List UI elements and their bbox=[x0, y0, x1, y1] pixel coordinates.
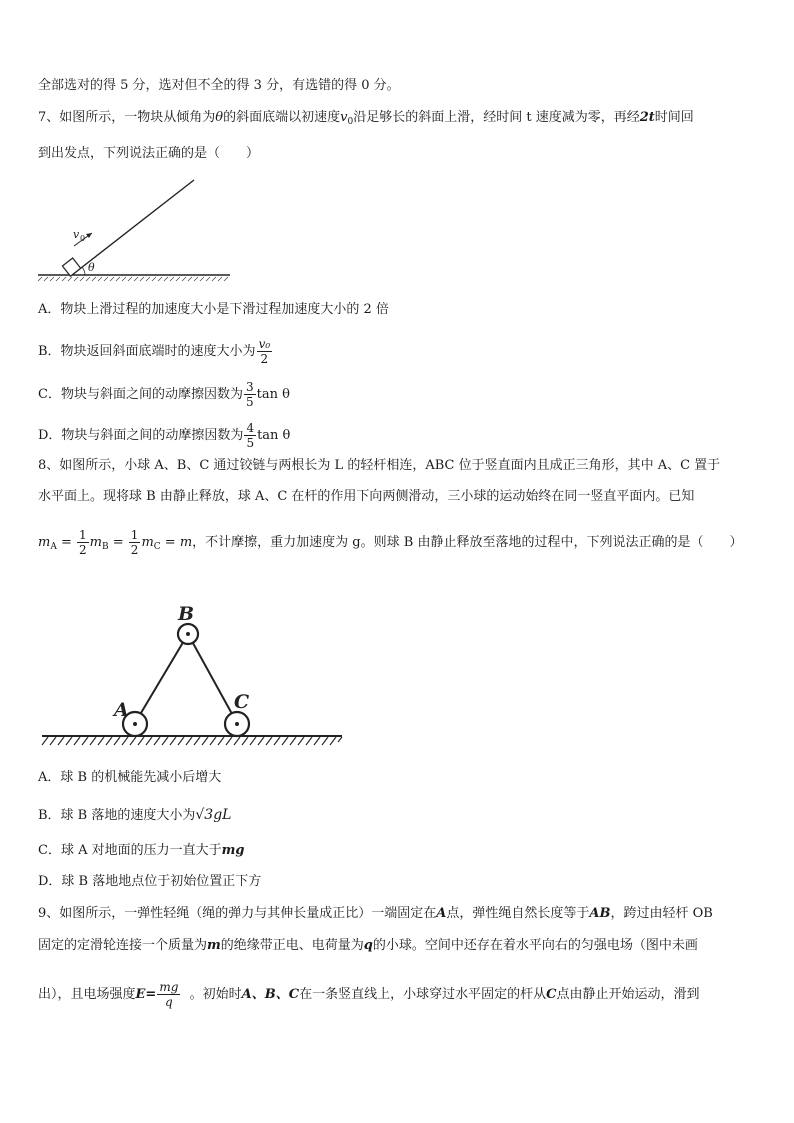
q8-option-c[interactable]: C．球 A 对地面的压力一直大于mg bbox=[38, 843, 245, 858]
q8-option-d[interactable]: D．球 B 落地地点位于初始位置正下方 bbox=[38, 874, 262, 889]
label-c: C bbox=[234, 691, 250, 713]
sqrt-expression: √3gL bbox=[195, 807, 232, 823]
q7-stem-line1: 7、如图所示，一物块从倾角为θ的斜面底端以初速度$v_0$沿足够长的斜面上滑，经时间 t 速度减为零，再经2t时间回 bbox=[38, 110, 694, 127]
fig-v0-label: v bbox=[73, 228, 80, 241]
q7-option-b[interactable]: B．物块返回斜面底端时的速度大小为 $\frac{\text{v₀}}{2}$ bbox=[38, 337, 271, 366]
theta-symbol: θ bbox=[215, 110, 224, 125]
q7-incline-figure bbox=[36, 176, 236, 284]
fraction: $\frac{3}{5}$ bbox=[245, 380, 254, 409]
q9-stem-line3: 出），且电场强度E= $\frac{mg}{q}$ 。初始时A、B、C在一条竖直线上，小球穿过水平固定的杆从C点由静止开始运动，滑到 bbox=[38, 980, 700, 1009]
label-a: A bbox=[114, 699, 129, 721]
svg-text:0: 0 bbox=[80, 234, 86, 243]
q9-stem-line1: 9、如图所示，一弹性轻绳（绳的弹力与其伸长量成正比）一端固定在A点，弹性绳自然长度等于AB，跨过由轻杆 OB bbox=[38, 906, 713, 921]
q7-stem-line2: 到出发点，下列说法正确的是（ ） bbox=[38, 146, 260, 161]
fig-theta-label: θ bbox=[88, 261, 95, 274]
fraction: $\frac{\text{v₀}}{2}$ bbox=[258, 337, 271, 366]
q7-option-d[interactable]: D．物块与斜面之间的动摩擦因数为 $\frac{4}{5}$ tan θ bbox=[38, 421, 291, 450]
fraction: $\frac{1}{2}$ bbox=[130, 528, 139, 557]
q8-option-a[interactable]: A．球 B 的机械能先减小后增大 bbox=[38, 770, 222, 785]
q8-stem-line2: 水平面上。现将球 B 由静止释放，球 A、C 在杆的作用下向两侧滑动，三小球的运动始终在同一竖直平面内。已知 bbox=[38, 489, 695, 504]
fraction: $\frac{4}{5}$ bbox=[246, 421, 255, 450]
q6-scoring-note: 全部选对的得 5 分，选对但不全的得 3 分，有选错的得 0 分。 bbox=[38, 78, 400, 93]
fraction: $\frac{mg}{q}$ bbox=[159, 980, 179, 1009]
q7-option-a[interactable]: A．物块上滑过程的加速度大小是下滑过程加速度大小的 2 倍 bbox=[38, 302, 389, 317]
q8-stem-line3: $m_A$ = $\frac{1}{2}$ $m_B$ = $\frac{1}{2}$ $m_C = m$，不计摩擦，重力加速度为 g。则球 B 由静止释放至落地的过程中，下列说法正确的是（ ） bbox=[38, 528, 743, 557]
q8-stem-line1: 8、如图所示，小球 A、B、C 通过铰链与两根长为 L 的轻杆相连，ABC 位于竖直面内且成正三角形，其中 A、C 置于 bbox=[38, 458, 721, 473]
q7-option-c[interactable]: C．物块与斜面之间的动摩擦因数为 $\frac{3}{5}$ tan θ bbox=[38, 380, 290, 409]
q9-stem-line2: 固定的定滑轮连接一个质量为m的绝缘带正电、电荷量为q的小球。空间中还存在着水平向右的匀强电场（图中未画 bbox=[38, 938, 698, 953]
fraction: $\frac{1}{2}$ bbox=[79, 528, 87, 557]
q8-triangle-figure bbox=[40, 600, 350, 750]
label-b: B bbox=[178, 603, 195, 625]
q8-option-b[interactable]: B．球 B 落地的速度大小为√3gL bbox=[38, 807, 232, 823]
